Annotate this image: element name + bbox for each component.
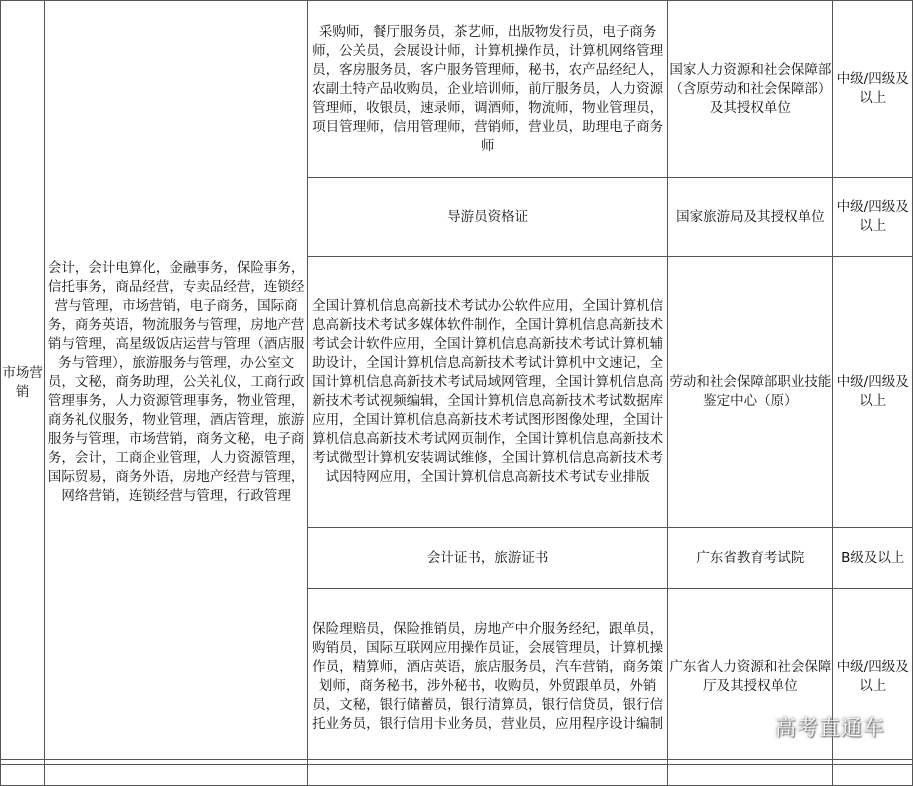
professions-cell: 会计，会计电算化，金融事务，保险事务，信托事务，商品经营，专卖品经营，连锁经营与管理，市场营销，电子商务，国际商务，商务英语，物流服务与管理，房地产营销与管理，高星级饭店运营与管理（酒店服务与管理），旅游服务与管理，办公室文员，文秘，商务助理，公关礼仪，工商行政管理事务，人力资源管理事务，物业管理，商务礼仪服务，物业管理，酒店管理，旅游服务与管理，市场营销，商务文秘，电子商务，会计，工商企业管理，人力资源管理，国际贸易，商务外语，房地产经营与管理，网络营销，连锁经营与管理，行政管理 — [45, 1, 308, 765]
level-cell: 中级/四级及以上 — [833, 589, 913, 765]
certificates-cell: 采购师，餐厅服务员，茶艺师，出版物发行员，电子商务师，公关员，会展设计师，计算机操作员，计算机网络管理员，客房服务员，客户服务管理师，秘书，农产品经纪人，农副土特产品收购员，企业培训师，前厅服务员，人力资源管理师，收银员，速录师，调酒师，物流师，物业管理员，项目管理师，信用管理师，营销师，营业员，助理电子商务师 — [308, 1, 668, 178]
level-cell: 中级/四级及以上 — [833, 1, 913, 178]
certificates-cell: 会计证书，旅游证书 — [308, 528, 668, 589]
authority-cell: 国家旅游局及其授权单位 — [668, 178, 833, 257]
table-divider — [0, 759, 913, 760]
certificates-cell: 导游员资格证 — [308, 178, 668, 257]
authority-cell: 广东省教育考试院 — [668, 528, 833, 589]
level-cell: 中级/四级及以上 — [833, 178, 913, 257]
table-row — [1, 1, 913, 178]
authority-cell: 广东省人力资源和社会保障厅及其授权单位 — [668, 589, 833, 765]
major-cell: 市场营销 — [1, 1, 45, 765]
certificates-cell: 保险理赔员，保险推销员，房地产中介服务经纪，跟单员，购销员，国际互联网应用操作员证，会展管理员，计算机操作员，精算师，酒店英语，旅店服务员，汽车营销，商务策划师，商务秘书，涉外秘书，收购员，外贸跟单员，外销员，文秘，银行储蓄员，银行清算员，银行信贷员，银行信托业务员，银行信用卡业务员，营业员，应用程序设计编制 — [308, 589, 668, 765]
level-cell: 中级/四级及以上 — [833, 257, 913, 528]
watermark: 高考直通车 — [775, 716, 885, 740]
level-cell: B级及以上 — [833, 528, 913, 589]
authority-cell: 劳动和社会保障部职业技能鉴定中心（原） — [668, 257, 833, 528]
authority-cell: 国家人力资源和社会保障部（含原劳动和社会保障部）及其授权单位 — [668, 1, 833, 178]
certificates-cell: 全国计算机信息高新技术考试办公软件应用，全国计算机信息高新技术考试多媒体软件制作，全国计算机信息高新技术考试会计软件应用，全国计算机信息高新技术考试计算机辅助设计，全国计算机信息高新技术考试计算机中文速记，全国计算机信息高新技术考试局域网管理，全国计算机信息高新技术考试视频编辑，全国计算机信息高新技术考试数据库应用，全国计算机信息高新技术考试图形图像处理，全国计算机信息高新技术考试网页制作，全国计算机信息高新技术考试微型计算机安装调试维修，全国计算机信息高新技术考试因特网应用，全国计算机信息高新技术考试专业排版 — [308, 257, 668, 528]
